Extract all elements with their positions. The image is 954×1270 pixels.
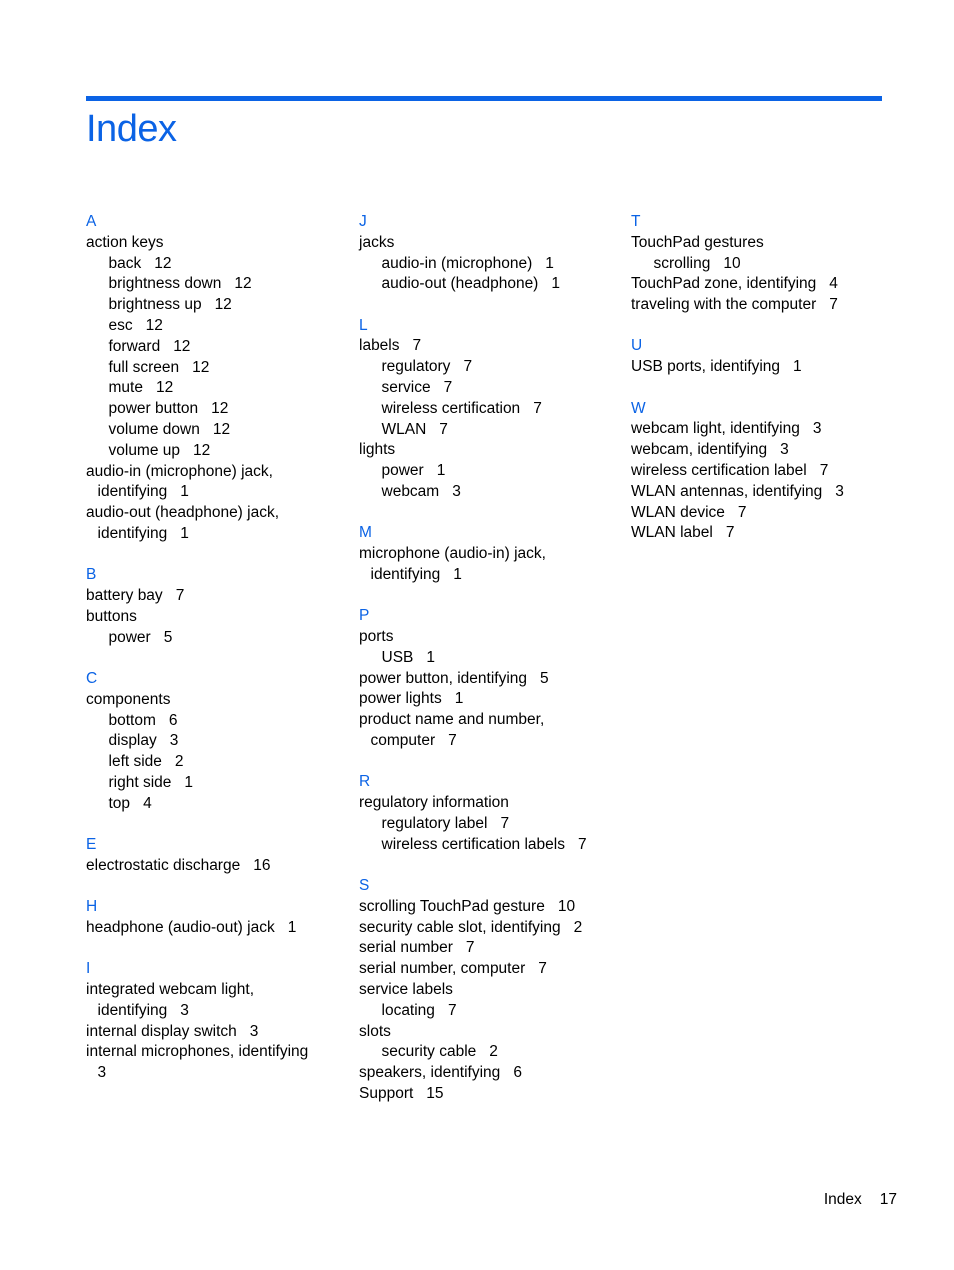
entry-term: WLAN device <box>631 503 725 521</box>
entry-term: display <box>108 732 157 750</box>
entry-term: action keys <box>86 233 164 251</box>
entry-page-number: 12 <box>214 296 232 314</box>
index-entry <box>631 440 893 461</box>
entry-term: power <box>381 462 424 480</box>
entry-page-number: 2 <box>573 918 583 936</box>
entry-term: lights <box>359 441 396 459</box>
index-entry <box>86 503 348 524</box>
entry-term: full screen <box>108 358 180 376</box>
entry-page-number: 4 <box>829 275 838 293</box>
entry-term: audio-out (headphone) jack, <box>86 504 280 522</box>
index-entry <box>359 627 621 648</box>
index-entry <box>359 440 621 461</box>
entry-term: wireless certification <box>381 399 521 417</box>
entry-page-number: 1 <box>436 462 446 480</box>
entry-page-number: 3 <box>249 1022 259 1040</box>
index-entry <box>359 793 621 814</box>
entry-page-number: 3 <box>169 732 179 750</box>
index-entry <box>359 731 621 752</box>
entry-term: headphone (audio-out) jack <box>86 918 275 936</box>
index-entry <box>86 586 348 607</box>
section-letter: E <box>86 836 97 854</box>
index-entry <box>86 254 348 275</box>
index-entry <box>86 337 348 358</box>
index-section <box>86 897 348 939</box>
index-section <box>631 336 893 378</box>
entry-term: left side <box>108 753 162 771</box>
entry-term: components <box>86 690 171 708</box>
index-section <box>86 835 348 877</box>
index-entry <box>359 357 621 378</box>
index-entry <box>359 1001 621 1022</box>
entry-page-number: 1 <box>454 690 464 708</box>
title-rule <box>86 96 882 101</box>
entry-page-number: 7 <box>538 960 547 978</box>
index-entry <box>86 773 348 794</box>
index-entry <box>631 523 893 544</box>
entry-term: wireless certification label <box>631 461 807 479</box>
entry-term: identifying <box>97 483 168 501</box>
entry-term: WLAN label <box>631 524 713 542</box>
entry-page-number: 1 <box>551 275 560 293</box>
index-entry <box>359 399 621 420</box>
index-entry <box>631 482 893 503</box>
section-letter: R <box>359 773 371 791</box>
entry-page-number: 7 <box>819 461 829 479</box>
entry-page-number: 12 <box>145 316 163 334</box>
index-entry <box>359 336 621 357</box>
entry-page-number: 7 <box>465 939 475 957</box>
entry-term: microphone (audio-in) jack, <box>359 545 546 563</box>
entry-page-number: 4 <box>143 794 152 812</box>
entry-term: top <box>108 794 131 812</box>
footer-page-number: 17 <box>879 1191 897 1208</box>
index-entry <box>631 254 893 275</box>
index-section <box>359 876 621 1105</box>
entry-page-number: 12 <box>211 400 229 418</box>
section-letter: C <box>86 669 98 687</box>
entry-page-number: 12 <box>212 420 231 438</box>
entry-page-number: 5 <box>540 669 549 687</box>
entry-term: power lights <box>359 690 442 708</box>
section-letter: T <box>631 213 641 230</box>
entry-term: buttons <box>86 607 137 625</box>
entry-term: labels <box>359 337 400 355</box>
index-entry <box>359 1042 621 1063</box>
index-section <box>86 565 348 648</box>
entry-term: webcam, identifying <box>631 441 768 459</box>
index-section <box>359 212 621 295</box>
entry-page-number: 7 <box>463 358 473 376</box>
entry-page-number: 7 <box>533 399 542 417</box>
entry-term: computer <box>370 732 436 750</box>
entry-page-number: 3 <box>97 1064 107 1082</box>
entry-term: mute <box>108 379 143 397</box>
entry-page-number: 15 <box>426 1084 444 1102</box>
entry-term: service <box>381 379 431 397</box>
entry-page-number: 3 <box>452 483 461 501</box>
entry-page-number: 1 <box>793 358 802 376</box>
entry-page-number: 7 <box>829 296 838 314</box>
entry-term: traveling with the computer <box>631 296 817 314</box>
index-entry <box>86 1001 348 1022</box>
index-entry <box>86 980 348 1001</box>
entry-term: volume up <box>108 441 181 459</box>
index-entry <box>359 1063 621 1084</box>
entry-term: esc <box>108 316 133 334</box>
entry-page-number: 1 <box>545 254 554 272</box>
index-entry <box>86 607 348 628</box>
index-entry <box>86 794 348 815</box>
entry-term: USB <box>381 648 414 666</box>
entry-term: regulatory label <box>381 814 488 832</box>
index-entry <box>86 1022 348 1043</box>
index-entry <box>86 482 348 503</box>
entry-page-number: 1 <box>184 773 194 791</box>
entry-page-number: 10 <box>723 254 741 272</box>
index-column-1 <box>86 212 348 1104</box>
entry-term: integrated webcam light, <box>86 981 255 998</box>
entry-page-number: 7 <box>578 835 587 853</box>
entry-term: power button <box>108 400 199 418</box>
index-section <box>359 316 621 503</box>
entry-term: jacks <box>359 233 395 251</box>
index-entry <box>86 711 348 732</box>
index-entry <box>359 835 621 856</box>
entry-page-number: 1 <box>287 918 297 936</box>
entry-term: volume down <box>108 420 200 438</box>
entry-term: speakers, identifying <box>359 1064 501 1082</box>
entry-page-number: 7 <box>737 503 747 521</box>
entry-page-number: 10 <box>557 897 576 915</box>
section-letter: A <box>86 213 97 230</box>
entry-term: locating <box>381 1001 435 1019</box>
section-letter: S <box>359 877 370 895</box>
index-entry <box>86 752 348 773</box>
entry-page-number: 7 <box>412 337 422 355</box>
index-entry <box>86 420 348 441</box>
entry-term: battery bay <box>86 587 163 605</box>
entry-term: internal display switch <box>86 1022 237 1040</box>
index-entry <box>86 524 348 545</box>
entry-page-number: 7 <box>439 420 448 438</box>
entry-term: back <box>108 254 142 272</box>
index-entry <box>86 731 348 752</box>
entry-page-number: 3 <box>180 1001 189 1019</box>
index-entry <box>359 544 621 565</box>
entry-term: power <box>108 628 151 646</box>
entry-term: serial number <box>359 939 453 957</box>
index-entry <box>359 233 621 254</box>
index-entry <box>359 461 621 482</box>
index-entry <box>359 938 621 959</box>
section-letter: L <box>359 316 368 334</box>
entry-term: scrolling TouchPad gesture <box>359 897 545 915</box>
entry-page-number: 6 <box>168 711 178 729</box>
entry-term: webcam light, identifying <box>631 420 800 438</box>
index-entry <box>359 378 621 399</box>
entry-page-number: 3 <box>780 441 789 459</box>
index-entry <box>359 1022 621 1043</box>
index-entry <box>359 897 621 918</box>
entry-page-number: 1 <box>180 483 189 501</box>
entry-page-number: 7 <box>725 524 735 542</box>
section-letter: B <box>86 566 97 584</box>
entry-term: regulatory information <box>359 794 509 812</box>
entry-term: webcam <box>381 483 440 501</box>
index-entry <box>86 295 348 316</box>
entry-page-number: 12 <box>192 358 210 376</box>
entry-page-number: 16 <box>253 856 271 874</box>
index-section <box>359 523 621 585</box>
entry-term: TouchPad zone, identifying <box>631 275 817 293</box>
index-entry <box>359 959 621 980</box>
entry-page-number: 7 <box>448 732 457 750</box>
entry-term: WLAN <box>381 420 427 438</box>
page-footer <box>824 1190 897 1210</box>
index-entry <box>631 419 893 440</box>
entry-term: USB ports, identifying <box>631 358 781 376</box>
index-entry <box>86 690 348 711</box>
entry-term: internal microphones, identifying <box>86 1043 309 1061</box>
index-section <box>86 669 348 815</box>
entry-page-number: 3 <box>835 482 844 500</box>
section-letter: P <box>359 607 370 625</box>
index-entry <box>86 628 348 649</box>
index-entry <box>86 441 348 462</box>
index-entry <box>359 565 621 586</box>
index-entry <box>86 358 348 379</box>
index-section <box>359 772 621 855</box>
index-entry <box>86 378 348 399</box>
index-entry <box>86 1063 348 1084</box>
entry-term: audio-in (microphone) jack, <box>86 462 273 480</box>
entry-page-number: 7 <box>443 379 453 397</box>
index-section <box>86 959 348 1084</box>
index-entry <box>631 295 893 316</box>
entry-term: bottom <box>108 711 156 729</box>
index-entry <box>631 233 893 254</box>
section-letter: H <box>86 898 98 916</box>
entry-page-number: 7 <box>500 814 510 832</box>
entry-page-number: 12 <box>155 379 174 397</box>
entry-term: security cable <box>381 1043 477 1061</box>
entry-term: wireless certification labels <box>381 835 565 853</box>
entry-term: product name and number, <box>359 711 545 729</box>
index-entry <box>359 648 621 669</box>
entry-page-number: 5 <box>163 628 173 646</box>
entry-term: brightness down <box>108 275 222 293</box>
index-entry <box>86 462 348 483</box>
index-entry <box>359 689 621 710</box>
entry-term: service labels <box>359 981 453 998</box>
entry-term: power button, identifying <box>359 669 528 687</box>
entry-page-number: 12 <box>193 441 211 459</box>
section-letter: I <box>86 960 91 978</box>
index-column-3 <box>631 212 893 565</box>
index-section <box>631 212 893 316</box>
entry-page-number: 3 <box>812 420 822 438</box>
section-letter: M <box>359 524 372 542</box>
footer-label: Index <box>823 1191 862 1208</box>
entry-term: forward <box>108 337 161 355</box>
index-entry <box>359 669 621 690</box>
entry-term: electrostatic discharge <box>86 856 241 874</box>
index-entry <box>86 274 348 295</box>
index-entry <box>86 1042 348 1063</box>
index-entry <box>359 710 621 731</box>
entry-term: audio-out (headphone) <box>381 275 539 293</box>
index-column-2 <box>359 212 621 1125</box>
index-entry <box>86 399 348 420</box>
entry-term: security cable slot, identifying <box>359 918 561 936</box>
page-title: Index <box>86 108 177 150</box>
section-letter: U <box>631 337 643 355</box>
section-letter: W <box>631 399 646 417</box>
entry-term: Support <box>359 1084 414 1102</box>
index-section <box>86 212 348 545</box>
entry-term: slots <box>359 1022 391 1040</box>
index-entry <box>359 1084 621 1105</box>
entry-term: regulatory <box>381 358 451 376</box>
index-entry <box>86 316 348 337</box>
entry-term: scrolling <box>653 254 711 272</box>
index-entry <box>359 482 621 503</box>
entry-page-number: 6 <box>513 1064 522 1082</box>
entry-page-number: 1 <box>453 565 462 583</box>
index-entry <box>86 233 348 254</box>
entry-term: TouchPad gestures <box>631 233 764 251</box>
section-letter: J <box>359 213 367 230</box>
index-entry <box>359 420 621 441</box>
entry-page-number: 12 <box>234 275 252 293</box>
index-entry <box>359 980 621 1001</box>
index-entry <box>86 856 348 877</box>
index-entry <box>359 918 621 939</box>
entry-term: identifying <box>97 524 168 542</box>
entry-term: WLAN antennas, identifying <box>631 482 823 500</box>
index-section <box>631 399 893 545</box>
index-entry <box>359 254 621 275</box>
entry-page-number: 2 <box>174 753 184 771</box>
entry-term: identifying <box>370 565 441 583</box>
entry-term: identifying <box>97 1001 168 1019</box>
entry-term: audio-in (microphone) <box>381 254 533 272</box>
entry-term: ports <box>359 628 394 646</box>
index-section <box>359 606 621 752</box>
entry-page-number: 12 <box>173 337 191 355</box>
index-entry <box>631 357 893 378</box>
entry-page-number: 12 <box>154 254 172 272</box>
entry-page-number: 2 <box>489 1043 498 1061</box>
index-entry <box>631 503 893 524</box>
entry-page-number: 1 <box>180 524 189 542</box>
entry-term: brightness up <box>108 296 202 314</box>
entry-term: right side <box>108 773 172 791</box>
entry-page-number: 1 <box>426 648 435 666</box>
index-entry <box>631 461 893 482</box>
index-entry <box>631 274 893 295</box>
index-entry <box>86 918 348 939</box>
entry-page-number: 7 <box>175 587 185 605</box>
index-entry <box>359 814 621 835</box>
index-entry <box>359 274 621 295</box>
entry-page-number: 7 <box>447 1001 457 1019</box>
entry-term: serial number, computer <box>359 960 526 978</box>
